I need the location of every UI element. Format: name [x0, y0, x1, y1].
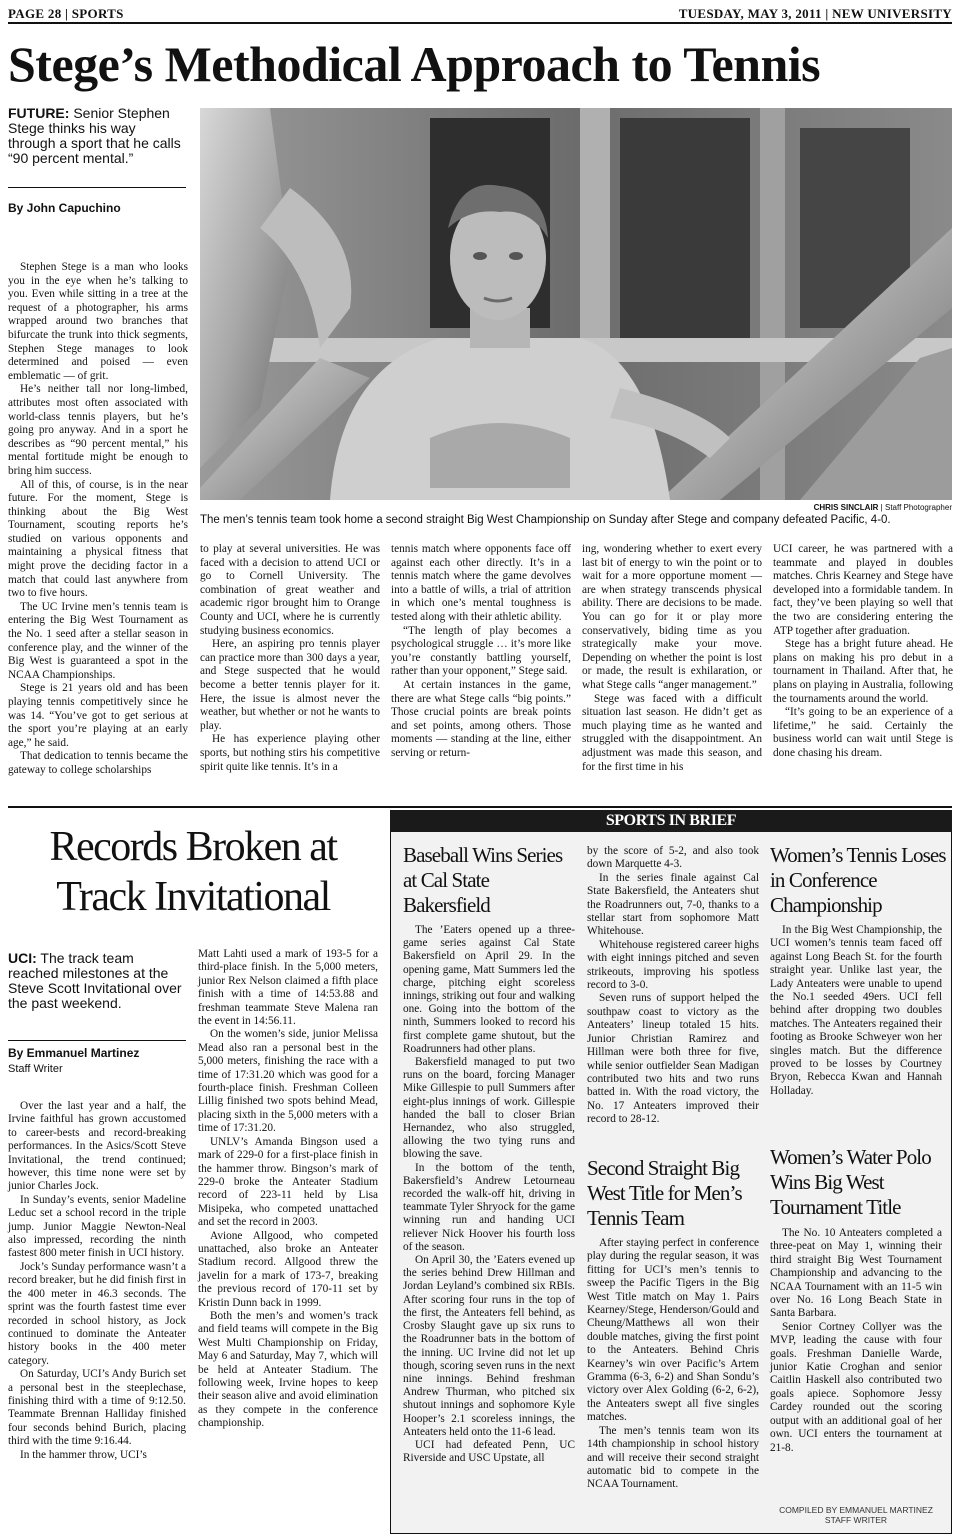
track-deck-label: UCI:: [8, 950, 37, 966]
paragraph: In the bottom of the tenth, Bakersfield’s Andrew Letourneau recorded the walk-off hit, driving in teammate Tyler Shryock for the game winning run and handing UCI reliever Nick Hoover his fourth loss of the season.: [403, 1161, 575, 1253]
brief-credit-name: COMPILED BY EMMANUEL MARTINEZ: [779, 1505, 933, 1515]
paragraph: On the women’s side, junior Melissa Mead also ran a personal best in the 5,000 meters, finishing the race with a time of 17:31.20 which was good for a fourth-place finish. Freshman Colleen Lillig finished two spots behind Mead, placing sixth in the 5,000 meters with a time of 17:31.20.: [198, 1028, 378, 1135]
track-column-2: [198, 948, 378, 1431]
paragraph: Whitehouse registered career highs with eight innings pitched and seven strikeouts, improving his spotless record to 3-0.: [587, 938, 759, 992]
paragraph: Both the men’s and women’s track and field teams will compete in the Big West Multi Championship on Friday, May 6 and Saturday, May 7, which will be held at Anteater Stadium. The following week, Irvine hopes to keep their season alive and avoid elimination as they compete in the conference championship.: [198, 1309, 378, 1430]
paragraph: The UC Irvine men’s tennis team is entering the Big West Tournament as the No. 1 seed after a stellar season in conference play, and the winner of the Big West is guaranteed a spot in the NCAA Championships.: [8, 600, 188, 681]
paragraph: All of this, of course, is in the near future. For the moment, Stege is thinking about the Big West Tournament, scouting reports he’s studied on various opponents and maintaining a physical fitness that might prove the deciding factor in a match that could last anywhere from two to five hours.: [8, 478, 188, 600]
track-headline-line-1: Records Broken at: [49, 824, 337, 870]
paragraph: The ’Eaters opened up a three-game series against Cal State Bakersfield on April 29. In the opening game, Matt Summers led the charge, pitching eight scoreless innings, striking out four and walking one. Going into the bottom of the ninth, Summers looked to record his first complete game shutout, but the Roadrunners had other plans.: [403, 924, 575, 1055]
photo-credit: [814, 503, 952, 512]
womens-tennis-headline: Women’s Tennis Loses in Conference Championship: [770, 843, 946, 917]
womens-tennis-body: [770, 924, 942, 1098]
mens-tennis-headline: Second Straight Big West Title for Men’s Tennis Team: [587, 1156, 742, 1230]
baseball-column-2: [587, 845, 759, 1127]
paragraph: In the Big West Championship, the UCI women’s tennis team faced off against Long Beach St. for the fourth straight year. Unlike last year, the Lady Anteaters were unable to upend the No.1 seeded 49ers. UCI fell behind after dropping two doubles matches. The Anteaters regained their footing as Brooke Schweyer won her singles match. But the difference proved to be losses by Courtney Bryon, Rebecca Kwan and Hannah Holladay.: [770, 924, 942, 1097]
track-byline-role: Staff Writer: [8, 1063, 63, 1075]
paragraph: Here, an aspiring pro tennis player can practice more than 300 days a year, and Stege suspected that he would become a better tennis player for it. Here, the issue is almost never the weather, but whether or not he wants to play.: [200, 638, 380, 732]
deck-text: Senior Stephen Stege thinks his way through a sport that he calls “90 percent mental.”: [8, 105, 181, 166]
paragraph: ing, wondering whether to exert every last bit of energy to win the point or to wait for a more opportune moment — are when strategy transcends physical ability. There are decisions to be made. You can go for it or play more conservatively, biding time as you strategically make your move. Depending on whether the point is lost or made, the result is exhilaration, or what Stege calls “anger management.”: [582, 543, 762, 691]
paragraph: Jock’s Sunday performance wasn’t a record breaker, but he did finish first in the 400 meter in 46.3 seconds. The sprint was the fourth fastest time ever recorded in school history, as Jock continued to dominate the Anteater history books in the 400 meter category.: [8, 1260, 186, 1367]
paragraph: UCI had defeated Penn, UC Riverside and USC Upstate, all: [403, 1438, 575, 1465]
paragraph: In Sunday’s events, senior Madeline Leduc set a school record in the triple jump. Junior Maggie Newton-Neal also impressed, recording the ninth fastest 800 meter finish in UCI history.: [8, 1193, 186, 1260]
paragraph: He has experience playing other sports, but nothing stirs his competitive spirit quite like tennis. It’s in a: [200, 733, 380, 773]
paragraph: Senior Cortney Collyer was the MVP, leading the cause with four goals. Freshman Danielle Warde, junior Katie Croghan and senior Caitlin Haskell also contributed two goals apiece. Sophomore Jessy Cardey rounded out the scoring output with an additional goal of her own. UCI enters the tournament at 21-8.: [770, 1320, 942, 1454]
paragraph: Seven runs of support helped the southpaw coast to victory as the Anteaters’ lineup totaled 15 hits. Junior Christian Ramirez and Hillman were both three for five, while senior outfielder Sean Madigan contributed two hits and two runs batted in. With the road victory, the No. 17 Anteaters improved their record to 28-12.: [587, 992, 759, 1126]
paragraph: tennis match where opponents face off against each other directly. It’s in a tennis match where the game devolves into a battle of wills, a trial of attrition in which one’s mental toughness is tested along with their athletic ability.: [391, 543, 571, 623]
deck-rule: [8, 187, 186, 188]
sports-in-brief-title: SPORTS IN BRIEF: [390, 810, 952, 832]
main-byline: By John Capuchino: [8, 201, 121, 215]
paragraph: Avione Allgood, who competed unattached, also broke an Anteater Stadium record. Allgood threw the javelin for a mark of 173-7, breaking the previous record of 170-11 set by Kristin Dunn back in 1999.: [198, 1229, 378, 1309]
photo-credit-role: | Staff Photographer: [878, 503, 952, 512]
main-headline: Stege’s Methodical Approach to Tennis: [8, 36, 821, 92]
track-deck-rule: [8, 1040, 186, 1041]
main-story-column-3: [391, 543, 571, 761]
photo-illustration: [200, 108, 952, 500]
paragraph: On April 30, the ’Eaters evened up the series behind Drew Hillman and Jordan Leyland’s combined six RBIs. After scoring four runs in the top of the first, the Anteaters fell behind, as Crosby Slaught gave up six runs to the Roadrunner bats in the bottom of the inning. UC Irvine did not let up though, scoring seven runs in the next nine innings. Behind freshman Andrew Thurman, who pitched six shutout innings and sophomore Kyle Hooper’s 2.1 scoreless innings, the Anteaters held onto the 11-6 lead.: [403, 1254, 575, 1438]
paragraph: Stege was faced with a difficult situation last season. He didn’t get as much playing time as he wanted and struggled with the disappointment. An adjustment was made this season, and for the first time in his: [582, 692, 762, 773]
brief-credit-role: STAFF WRITER: [824, 1515, 888, 1525]
baseball-column-1: [403, 924, 575, 1465]
main-story-column-5: [773, 543, 953, 761]
paragraph: UNLV’s Amanda Bingson used a mark of 229-0 for a first-place finish in the hammer throw. Bingson’s mark of 229-0 broke the Anteater Stadium record of 223-11 held by Lisa Misipeka, who competed unattached and set the record in 2003.: [198, 1135, 378, 1229]
water-polo-headline: Women’s Water Polo Wins Big West Tournament Title: [770, 1145, 931, 1219]
page-folio: [8, 4, 952, 24]
paragraph: “It’s going to be an experience of a lifetime,” he said. Certainly the business world can wait until Stege is done chasing his dream.: [773, 706, 953, 759]
mens-tennis-body: [587, 1237, 759, 1492]
main-story-column-1: [8, 261, 188, 778]
track-byline: By Emmanuel Martinez: [8, 1046, 140, 1060]
paragraph: The No. 10 Anteaters completed a three-peat on May 1, winning their third straight Big West Tournament Championship and advancing to the NCAA Tournament with an 11-5 win over No. 16 Long Beach State in Santa Barbara.: [770, 1227, 942, 1320]
paragraph: Stege has a bright future ahead. He plans on making his pro debut in a tournament in Thailand. After that, he plans on playing in Australia, following the tournaments around the world.: [773, 638, 953, 705]
photo-credit-name: CHRIS SINCLAIR: [813, 503, 879, 512]
track-column-1: [8, 1100, 186, 1462]
paragraph: Bakersfield managed to put two runs on the board, forcing Manager Mike Gillespie to pull Summers after eight-plus innings of work. Gillespie handed the ball to closer Brian Hernandez, who also struggled, allowing the two tying runs and blowing the save.: [403, 1056, 575, 1161]
baseball-headline: Baseball Wins Series at Cal State Bakersfield: [403, 843, 563, 917]
brief-credit: [766, 1505, 946, 1525]
paragraph: He’s neither tall nor long-limbed, attributes most often associated with world-class tennis players, but he’s going pro anyway. And in a sport he describes as “90 percent mental,” his mental fortitude might be enough to bring him success.: [8, 383, 188, 477]
paragraph: In the series finale against Cal State Bakersfield, the Anteaters shut the Roadrunners out, 7-0, thanks to a stellar start from sophomore Matt Whitehouse.: [587, 871, 759, 938]
paragraph: by the score of 5-2, and also took down Marquette 4-3.: [587, 845, 759, 871]
track-headline-line-2: Track Invitational: [56, 874, 330, 920]
paragraph: On Saturday, UCI’s Andy Burich set a personal best in the steeplechase, finishing third with a time of 9:12.50. Teammate Brennan Halliday finished four seconds behind Burich, placing third with the time 9:16.44.: [8, 1368, 186, 1448]
paragraph: “The length of play becomes a psychological struggle … it’s more like you’re constantly battling yourself, rather than your opponent,” Stege said.: [391, 624, 571, 678]
paragraph: In the hammer throw, UCI’s: [20, 1448, 147, 1461]
paragraph: Over the last year and a half, the Irvine faithful has grown accustomed to career-bests and record-breaking performances. In the Asics/Scott Steve Invitational, the trend continued; however, this time none were set by junior Charles Jock.: [8, 1100, 186, 1193]
main-story-column-4: [582, 543, 762, 774]
paragraph: The men’s tennis team won its 14th championship in school history and will receive their second straight automatic bid to compete in the NCAA Tournament.: [587, 1424, 759, 1491]
deck-label: FUTURE:: [8, 105, 70, 121]
main-deck: [8, 106, 186, 166]
photo-caption: The men’s tennis team took home a second straight Big West Championship on Sunday after Stege and company defeated Pacific, 4-0.: [200, 514, 891, 526]
paragraph: Stege is 21 years old and has been playing tennis competitively since he was 14. “You’ve got to get serious at the sport you’re playing at an early age,” he said.: [8, 682, 188, 749]
track-deck: [8, 951, 186, 1011]
paragraph: Matt Lahti used a mark of 193-5 for a third-place finish. In the 5,000 meters, junior Rex Nelson claimed a fifth place finish with a time of 14:53.88 and freshman teammate Steve Malena ran the event in 14:56.11.: [198, 948, 378, 1028]
folio-date: TUESDAY, MAY 3, 2011 | NEW UNIVERSITY: [678, 6, 952, 21]
track-deck-text: The track team reached milestones at the Steve Scott Invitational over the past weekend.: [8, 950, 182, 1011]
paragraph: to play at several universities. He was faced with a decision to attend UCI or go to Cornell University. The combination of great weather and academic rigor brought him to Orange County and UCI, where he is currently studying business economics.: [200, 543, 380, 637]
main-story-column-2: [200, 543, 380, 774]
water-polo-body: [770, 1227, 942, 1455]
paragraph: UCI career, he was partnered with a teammate and played in doubles matches. Chris Kearney and Stege have developed into a formidable tandem. In fact, they’ve been playing so well that the two are considering entering the ATP together after graduation.: [773, 543, 953, 637]
paragraph: At certain instances in the game, there are what Stege calls “big points.” Those crucial points are break points and set points, among others. Those moments — standing at the line, either serving or return-: [391, 678, 571, 759]
folio-section: PAGE 28 | SPORTS: [8, 6, 124, 21]
paragraph: Stephen Stege is a man who looks you in the eye when he’s talking to you. Even while sitting in a tree at the request of a photographer, his arms wrapped around two branches that bifurcate the trunk into thick segments, Stephen Stege manages to look determined and poised — even emblematic — of grit.: [8, 261, 188, 382]
track-headline: [8, 822, 378, 922]
paragraph: After staying perfect in conference play during the regular season, it was fitting for UCI’s men’s tennis to sweep the Pacific Tigers in the Big West Title match on May 1. Pairs Kearney/Stege, Henderson/Gould and Cheung/Matthews all won their double matches, giving the first point to the Anteaters. Behind Chris Kearney’s win over Pacific’s Artem Gramma (6-3, 6-2) and Shan Sondu’s victory over Alex Golding (6-2, 6-2), the Anteaters swept all five singles matches.: [587, 1237, 759, 1424]
paragraph: That dedication to tennis became the gateway to college scholarships: [8, 750, 188, 776]
stege-photo: [200, 108, 952, 500]
section-divider: [8, 806, 952, 808]
